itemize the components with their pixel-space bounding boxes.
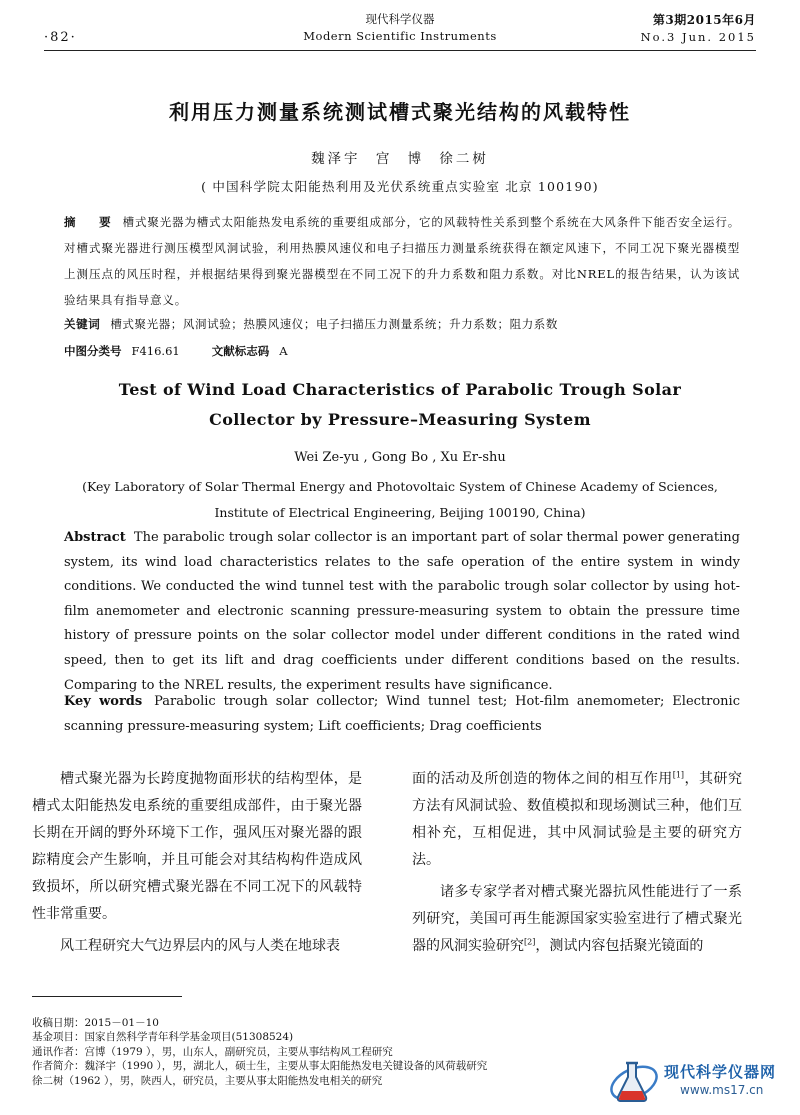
abstract-en-text: The parabolic trough solar collector is an important part of solar thermal power generating system, its wind load characteristics relates to the safe operation of the entire system in windy conditions. We conducted the wind tunnel test with the parabolic trough solar collector by using hot-film anemometer and electronic scanning pressure-measuring system to obtain the pressure time history of pressure points on the solar collector model under different conditions in the rated wind speed, then to get its lift and drag coefficients under different conditions based on the results. Comparing to the NREL results, the experiment results have significance. [64, 530, 740, 693]
footnote-author1: 作者简介：魏泽宇（1990 ），男，湖北人，硕士生，主要从事太阳能热发电关键设备的风荷载研究 [32, 1060, 488, 1073]
abstract-cn-label: 摘 要 [64, 215, 117, 229]
doc-code-value: A [279, 344, 288, 358]
affiliation-en-line2: Institute of Electrical Engineering, Beijing 100190, China) [214, 505, 586, 520]
body-column-left [32, 766, 362, 965]
journal-name-en: Modern Scientific Instruments [303, 29, 497, 43]
journal-name-cn: 现代科学仪器 [365, 12, 435, 26]
clc-label: 中图分类号 [64, 344, 122, 358]
paper-title-en-line1: Test of Wind Load Characteristics of Parabolic Trough Solar [118, 380, 682, 399]
body-paragraph [412, 766, 742, 874]
body-text: ，测试内容包括聚光镜面的 [535, 938, 704, 954]
citation-ref: [1] [672, 770, 685, 780]
classification-line [64, 343, 288, 359]
abstract-en [64, 526, 740, 698]
keywords-en-text: Parabolic trough solar collector; Wind tunnel test; Hot-film anemometer; Electronic scanning pressure-measuring system; Lift coefficients; Drag coefficients [64, 694, 740, 734]
abstract-cn-text: 槽式聚光器为槽式太阳能热发电系统的重要组成部分，它的风载特性关系到整个系统在大风条件下能否安全运行。对槽式聚光器进行测压模型风洞试验，利用热膜风速仪和电子扫描压力测量系统获得在额定风速下，不同工况下聚光器模型上测压点的风压时程，并根据结果得到聚光器模型在不同工况下的升力系数和阻力系数。对比NREL的报告结果，认为该试验结果具有指导意义。 [64, 215, 741, 307]
footnote-author2: 徐二树（1962 ），男，陕西人，研究员，主要从事太阳能热发电相关的研究 [32, 1074, 383, 1087]
body-text: 诸多专家学者对槽式聚光器抗风性能进行了一系列研究，美国可再生能源国家实验室进行了槽式聚光器的风洞实验研究 [412, 884, 742, 954]
affiliation-cn: ( 中国科学院太阳能热利用及光伏系统重点实验室 北京 100190) [201, 179, 599, 194]
keywords-en [64, 690, 740, 739]
body-paragraph [412, 879, 742, 960]
watermark-logo [604, 1049, 800, 1109]
body-paragraph: 风工程研究大气边界层内的风与人类在地球表 [60, 938, 340, 954]
watermark-name: 现代科学仪器网 [664, 1063, 777, 1081]
watermark-url: www.ms17.cn [680, 1083, 764, 1097]
keywords-cn [64, 316, 740, 332]
body-text: 面的活动及所创造的物体之间的相互作用 [412, 771, 673, 787]
footnote-rule [32, 996, 182, 997]
doc-code-label: 文献标志码 [211, 344, 270, 358]
body-text: ，其研究方法有风洞试验、数值模拟和现场测试三种，他们互相补充，互相促进，其中风洞试验是主要的研究方法。 [412, 771, 742, 868]
body-column-right [412, 766, 742, 965]
footnote-received: 收稿日期：2015－01－10 [32, 1017, 159, 1029]
keywords-cn-label: 关键词 [64, 317, 101, 331]
abstract-cn [64, 209, 740, 313]
citation-ref: [2] [524, 937, 536, 947]
page-number: ·82· [44, 30, 77, 45]
keywords-cn-text: 槽式聚光器；风洞试验；热膜风速仪；电子扫描压力测量系统；升力系数；阻力系数 [110, 317, 559, 331]
authors-cn: 魏泽宇 宫 博 徐二树 [311, 151, 489, 167]
affiliation-en [0, 474, 800, 526]
clc-value: F416.61 [131, 344, 180, 358]
paper-title-cn: 利用压力测量系统测试槽式聚光结构的风载特性 [169, 100, 631, 124]
footnote-fund: 基金项目：国家自然科学青年科学基金项目(51308524) [32, 1031, 294, 1044]
authors-en: Wei Ze-yu , Gong Bo , Xu Er-shu [294, 450, 506, 465]
paper-title-en-line2: Collector by Pressure–Measuring System [209, 410, 591, 429]
issue-date-cn: 第3期2015年6月 [652, 13, 756, 27]
keywords-en-label: Key words [64, 694, 143, 709]
paper-title-en [0, 375, 800, 435]
affiliation-en-line1: (Key Laboratory of Solar Thermal Energy and Photovoltaic System of Chinese Academy of Sciences, [82, 479, 718, 494]
flask-logo-icon [604, 1053, 660, 1109]
body-paragraph: 槽式聚光器为长跨度抛物面形状的结构型体，是槽式太阳能热发电系统的重要组成部件，由于聚光器长期在开阔的野外环境下工作，强风压对聚光器的跟踪精度会产生影响，并且可能会对其结构构件造成风致损坏，所以研究槽式聚光器在不同工况下的风载特性非常重要。 [32, 771, 362, 922]
abstract-en-label: Abstract [64, 530, 126, 545]
issue-date-en: No.3 Jun. 2015 [640, 30, 756, 44]
header-rule [44, 50, 756, 51]
footnote-corresponding: 通讯作者：宫博（1979 ），男，山东人，副研究员，主要从事结构风工程研究 [32, 1045, 393, 1058]
footnotes [32, 1016, 487, 1088]
